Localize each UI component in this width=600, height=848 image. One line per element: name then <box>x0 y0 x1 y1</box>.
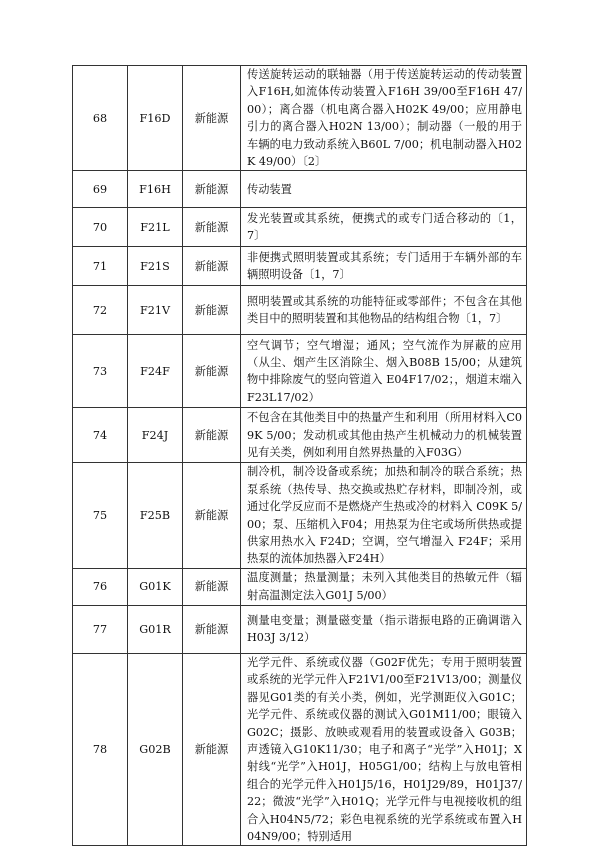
description-text: 非便携式照明装置或其系统；专门适用于车辆外部的车辆照明设备〔1，7〕 <box>247 251 522 282</box>
row-number: 73 <box>73 335 128 408</box>
ipc-code: F25B <box>128 463 183 568</box>
table-row <box>73 605 527 653</box>
description <box>241 286 527 335</box>
description-text: 制冷机，制冷设备或系统；加热和制冷的联合系统；热泵系统（热传导、热交换或热贮存材料，即制冷剂，或通过化学反应而不是燃烧产生热或冷的材料入 C09K 5/00；泵、压缩机入F04；用热泵为住宅或场所供热或提供家用热水入 F24D；空调，空气增湿入 F24F；采用热泵的流体加热器入F24H） <box>247 465 522 566</box>
description-text: 传送旋转运动的联轴器（用于传送旋转运动的传动装置入F16H,如流体传动装置入F16H 39/00至F16H 47/00）；离合器（机电离合器入H02K 49/00；应用静电引力的离合器入H02N 13/00）；制动器（一般的用于车辆的电力致动系统入B60L 7/00；机电制动器入H02K 49/00）〔2〕 <box>247 68 522 169</box>
ipc-code: F21S <box>128 247 183 286</box>
ipc-code: G02B <box>128 653 183 845</box>
description <box>241 463 527 568</box>
description <box>241 171 527 208</box>
ipc-code: F16H <box>128 171 183 208</box>
description <box>241 568 527 605</box>
category: 新能源 <box>183 605 241 653</box>
table-row <box>73 66 527 171</box>
category: 新能源 <box>183 286 241 335</box>
table-row <box>73 208 527 247</box>
description <box>241 605 527 653</box>
category: 新能源 <box>183 463 241 568</box>
description <box>241 66 527 171</box>
category: 新能源 <box>183 653 241 845</box>
category: 新能源 <box>183 568 241 605</box>
row-number: 75 <box>73 463 128 568</box>
description <box>241 335 527 408</box>
row-number: 78 <box>73 653 128 845</box>
ipc-code: G01K <box>128 568 183 605</box>
table-row <box>73 463 527 568</box>
row-number: 77 <box>73 605 128 653</box>
category: 新能源 <box>183 247 241 286</box>
description-text: 照明装置或其系统的功能特征或零部件；不包含在其他类目中的照明装置和其他物品的结构组合物〔1，7〕 <box>247 295 522 326</box>
table-row <box>73 171 527 208</box>
table-row <box>73 653 527 845</box>
table-row <box>73 408 527 463</box>
description <box>241 408 527 463</box>
row-number: 74 <box>73 408 128 463</box>
description-text: 温度测量；热量测量；未列入其他类目的热敏元件（辐射高温测定法入G01J 5/00） <box>247 571 522 602</box>
description <box>241 653 527 845</box>
description <box>241 247 527 286</box>
ipc-code: G01R <box>128 605 183 653</box>
category: 新能源 <box>183 66 241 171</box>
description-text: 空气调节；空气增湿；通风；空气流作为屏蔽的应用（从尘、烟产生区消除尘、烟入B08B 15/00；从建筑物中排除废气的竖向管道入 E04F17/02；，烟道末端入F23L17/02） <box>247 338 522 404</box>
ipc-code: F21L <box>128 208 183 247</box>
row-number: 71 <box>73 247 128 286</box>
description-text: 光学元件、系统或仪器（G02F优先；专用于照明装置或系统的光学元件入F21V1/00至F21V13/00；测量仪器见G01类的有关小类，例如，光学测距仪入G01C；光学元件、系统或仪器的测试入G01M11/00；眼镜入G02C；摄影、放映或观看用的装置或设备入 G03B；声透镜入G10K11/30；电子和离子“光学”入H01J；X射线“光学”入H01J，H05G1/00；结构上与放电管相组合的光学元件入H01J5/16，H01J29/89，H01J37/22；微波“光学”入H01Q；光学元件与电视接收机的组合入H04N5/72；彩色电视系统的光学系统或布置入H04N9/00；特别适用 <box>247 655 522 843</box>
description-text: 发光装置或其系统，便携式的或专门适合移动的〔1，7〕 <box>247 212 522 243</box>
description-text: 传动装置 <box>247 182 292 196</box>
row-number: 68 <box>73 66 128 171</box>
row-number: 69 <box>73 171 128 208</box>
ipc-code: F24F <box>128 335 183 408</box>
table-row <box>73 247 527 286</box>
row-number: 76 <box>73 568 128 605</box>
row-number: 72 <box>73 286 128 335</box>
description-text: 测量电变量；测量磁变量（指示谐振电路的正确调谐入H03J 3/12） <box>247 613 522 645</box>
description-text: 不包含在其他类目中的热量产生和利用（所用材料入C09K 5/00；发动机或其他由热产生机械动力的机械装置见有关类，例如利用自然界热量的入F03G） <box>247 411 522 460</box>
ipc-code: F24J <box>128 408 183 463</box>
ipc-code: F21V <box>128 286 183 335</box>
category: 新能源 <box>183 408 241 463</box>
table-row <box>73 286 527 335</box>
classification-table <box>72 65 527 846</box>
ipc-code: F16D <box>128 66 183 171</box>
description <box>241 208 527 247</box>
table-row <box>73 335 527 408</box>
category: 新能源 <box>183 208 241 247</box>
table-row <box>73 568 527 605</box>
category: 新能源 <box>183 171 241 208</box>
category: 新能源 <box>183 335 241 408</box>
row-number: 70 <box>73 208 128 247</box>
